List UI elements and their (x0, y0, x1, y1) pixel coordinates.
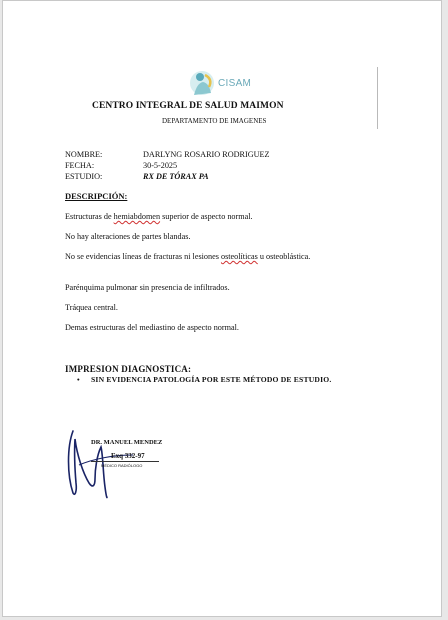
p3-text-a: No se evidencias líneas de fracturas ni lesiones (65, 252, 221, 261)
p3-text-c: u osteoblástica. (257, 252, 311, 261)
bullet: • (77, 375, 80, 384)
doctor-signature-block (63, 425, 183, 501)
clinic-logo-icon (187, 69, 217, 99)
p1-misspelled-word: hemiabdomen (113, 212, 161, 221)
patient-info (65, 149, 270, 182)
date-value: 30-5-2025 (143, 161, 178, 170)
study-value: RX DE TÓRAX PA (143, 172, 209, 181)
logo-text: CISAM (218, 78, 252, 89)
name-label: NOMBRE: (65, 150, 103, 159)
description-paragraph-1 (65, 212, 355, 222)
patient-study-row (65, 171, 270, 182)
patient-name-row (65, 149, 270, 160)
date-label: FECHA: (65, 161, 95, 170)
margin-divider (377, 67, 378, 129)
description-paragraph-4: Parénquima pulmonar sin presencia de infiltrados. (65, 283, 230, 292)
impression-text: SIN EVIDENCIA PATOLOGÍA POR ESTE MÉTODO DE ESTUDIO. (91, 375, 332, 384)
impression-list-item (77, 375, 331, 384)
impression-heading: IMPRESION DIAGNOSTICA: (65, 364, 192, 374)
doctor-exequatur: Exq 332-97 (111, 452, 145, 460)
department-name: DEPARTAMENTO DE IMAGENES (162, 117, 267, 125)
name-value: DARLYNG ROSARIO RODRIGUEZ (143, 150, 270, 159)
clinic-logo (187, 69, 259, 99)
center-name: CENTRO INTEGRAL DE SALUD MAIMON (92, 101, 284, 111)
report-page (2, 0, 442, 617)
description-paragraph-2: No hay alteraciones de partes blandas. (65, 232, 191, 241)
description-paragraph-6: Demas estructuras del mediastino de aspecto normal. (65, 323, 239, 332)
p1-text-a: Estructuras de (65, 212, 114, 221)
description-paragraph-3 (65, 252, 355, 262)
p3-misspelled-word: osteolíticas (220, 252, 258, 261)
description-paragraph-5: Tráquea central. (65, 303, 118, 312)
description-heading: DESCRIPCIÓN: (65, 191, 128, 201)
doctor-role: MÉDICO RADIÓLOGO (101, 463, 143, 468)
p1-text-c: superior de aspecto normal. (160, 212, 253, 221)
study-label: ESTUDIO: (65, 172, 103, 181)
patient-date-row (65, 160, 270, 171)
doctor-name: DR. MANUEL MENDEZ (91, 439, 163, 446)
signature-line (91, 461, 159, 462)
